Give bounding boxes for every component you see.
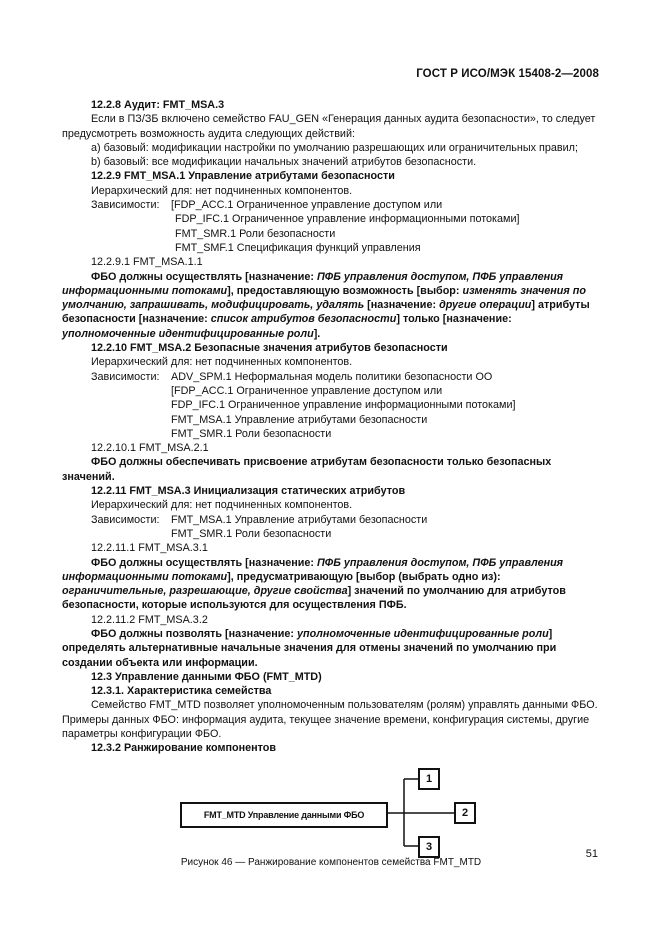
section-12-2-10-title: 12.2.10 FMT_MSA.2 Безопасные значения атрибутов безопасности — [91, 342, 448, 355]
dependency-item: FDP_IFC.1 Ограниченное управление информационными потоками] — [175, 213, 520, 226]
element-id: 12.2.11.2 FMT_MSA.3.2 — [91, 613, 208, 626]
dependency-item: FMT_MSA.1 Управление атрибутами безопасности — [171, 413, 428, 426]
audit-item-a: a) базовый: модификации настройки по умолчанию разрешающих или ограничительных правил; — [91, 141, 578, 154]
component-box-2: 2 — [454, 802, 476, 824]
component-box-3: 3 — [418, 836, 440, 858]
section-12-3-2-title: 12.3.2 Ранжирование компонентов — [91, 742, 276, 755]
audit-item-b: b) базовый: все модификации начальных значений атрибутов безопасности. — [91, 156, 477, 169]
section-12-2-8-title: 12.2.8 Аудит: FMT_MSA.3 — [91, 99, 225, 111]
dependencies-label: Зависимости: — [91, 370, 160, 383]
dependency-item: FMT_SMF.1 Спецификация функций управления — [175, 241, 421, 254]
section-12-3-title: 12.3 Управление данными ФБО (FMT_MTD) — [91, 670, 322, 683]
dependency-item: ADV_SPM.1 Неформальная модель политики безопасности ОО — [171, 370, 493, 383]
hierarchy-note: Иерархический для: нет подчиненных компонентов. — [91, 184, 353, 197]
element-id: 12.2.11.1 FMT_MSA.3.1 — [91, 542, 208, 555]
dependencies-label: Зависимости: — [91, 199, 160, 212]
element-text: ФБО должны осуществлять [назначение: ПФБ управления доступом, ПФБ управления информационными потоками], предоставляющую возможность [выбор: изменять значения по умолчанию, запрашивать, модифицировать, удалять [назначение: другие операции] атрибуты безопасности [назначение: список атрибутов безопасности] только [назначение: уполномоченные идентифицированные роли]. — [62, 270, 590, 340]
section-12-2-8-intro: Если в ПЗ/ЗБ включено семейство FAU_GEN «Генерация данных аудита безопасности», то следует предусмотреть возможность аудита следующих действий: — [62, 113, 596, 140]
element-id: 12.2.9.1 FMT_MSA.1.1 — [91, 256, 203, 269]
figure-caption: Рисунок 46 — Ранжирование компонентов семейства FMT_MTD — [180, 856, 482, 868]
dependencies — [62, 370, 600, 441]
section-12-2-11-title: 12.2.11 FMT_MSA.3 Инициализация статических атрибутов — [91, 485, 406, 498]
dependency-item: FMT_MSA.1 Управление атрибутами безопасности — [171, 513, 428, 526]
family-box: FMT_MTD Управление данными ФБО — [180, 802, 388, 828]
hierarchy-note: Иерархический для: нет подчиненных компонентов. — [91, 499, 353, 512]
page-content — [62, 98, 600, 870]
section-12-3-1-text: Семейство FMT_MTD позволяет уполномоченным пользователям (ролям) управлять данными ФБО. Примеры данных ФБО: информация аудита, текущее значение времени, конфигурация системы, другие параметры конфигурации ФБО. — [62, 699, 598, 741]
element-text: ФБО должны обеспечивать присвоение атрибутам безопасности только безопасных значений. — [62, 456, 552, 483]
dependencies-label: Зависимости: — [91, 513, 160, 526]
page-number: 51 — [585, 848, 598, 860]
element-text: ФБО должны осуществлять [назначение: ПФБ управления доступом, ПФБ управления информационными потоками], предусматривающую [выбор (выбрать одно из): ограничительные, разрешающие, другие свойства] значений по умолчанию для атрибутов безопасности, которые используются для осуществления ПФБ. — [62, 556, 566, 612]
section-12-3-1-title: 12.3.1. Характеристика семейства — [91, 685, 272, 698]
dependency-item: FDP_IFC.1 Ограниченное управление информационными потоками] — [171, 399, 516, 412]
section-12-2-9-title: 12.2.9 FMT_MSA.1 Управление атрибутами безопасности — [91, 170, 395, 183]
dependencies-list — [171, 513, 600, 542]
element-text: ФБО должны позволять [назначение: уполномоченные идентифицированные роли] определять альтернативные начальные значения для отмены значений по умолчанию при создании объекта или информации. — [62, 627, 557, 669]
component-box-1: 1 — [418, 768, 440, 790]
dependency-item: [FDP_ACC.1 Ограниченное управление доступом или — [171, 384, 443, 397]
dependency-item: [FDP_ACC.1 Ограниченное управление доступом или — [171, 199, 443, 212]
dependency-item: FMT_SMR.1 Роли безопасности — [171, 527, 332, 540]
dependencies-list — [171, 198, 600, 255]
hierarchy-note: Иерархический для: нет подчиненных компонентов. — [91, 356, 353, 369]
document-header: ГОСТ Р ИСО/МЭК 15408-2—2008 — [416, 68, 599, 80]
element-id: 12.2.10.1 FMT_MSA.2.1 — [91, 442, 209, 455]
dependencies-list — [171, 370, 600, 441]
component-levelling-diagram — [62, 764, 600, 856]
dependencies — [62, 513, 600, 542]
dependency-item: FMT_SMR.1 Роли безопасности — [171, 427, 332, 440]
dependency-item: FMT_SMR.1 Роли безопасности — [175, 227, 336, 240]
dependencies — [62, 198, 600, 255]
